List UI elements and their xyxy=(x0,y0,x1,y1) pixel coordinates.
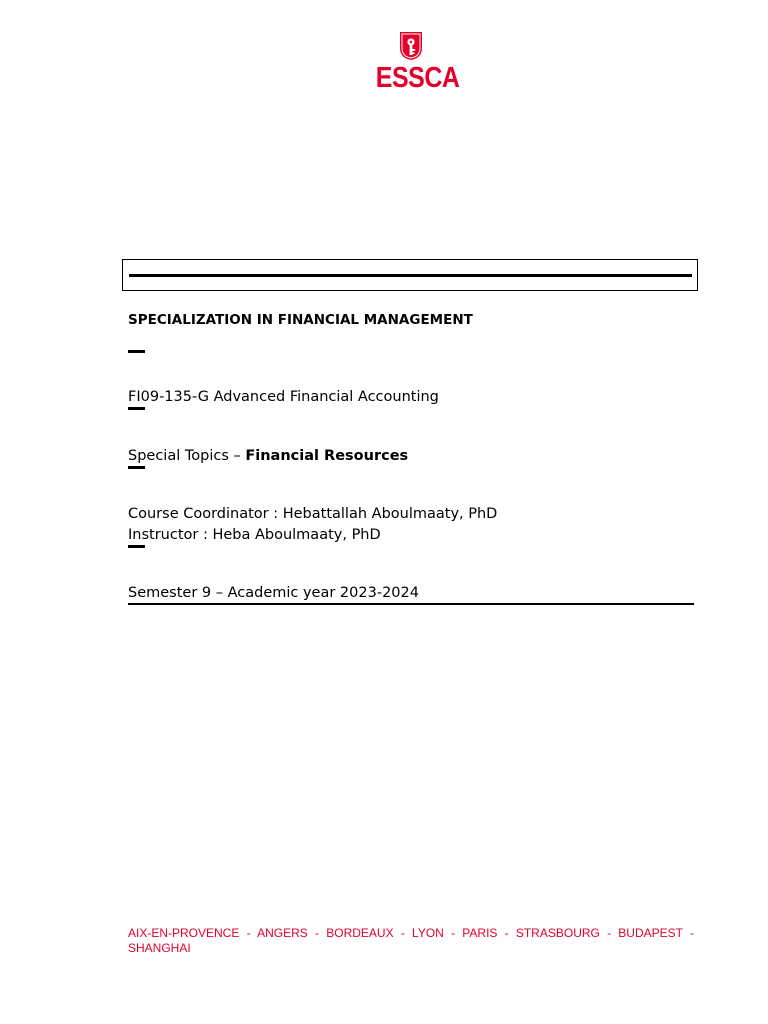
special-topic xyxy=(128,446,408,466)
divider-dash xyxy=(128,466,145,469)
title-frame xyxy=(122,259,698,291)
divider-dash xyxy=(128,545,145,548)
bottom-rule xyxy=(128,603,694,605)
topic-name: Financial Resources xyxy=(245,448,409,464)
key-shield-icon xyxy=(370,30,452,62)
brand-name: ESSCA xyxy=(375,62,460,94)
topic-prefix: Special Topics – xyxy=(128,448,246,464)
divider-dash xyxy=(128,407,145,410)
campus-list: AIX-EN-PROVENCE - ANGERS - BORDEAUX - LYON - PARIS - STRASBOURG - BUDAPEST - SHANGHAI xyxy=(128,926,694,955)
semester-info: Semester 9 – Academic year 2023-2024 xyxy=(128,585,419,601)
divider-dash xyxy=(128,350,145,353)
course-title: FI09-135-G Advanced Financial Accounting xyxy=(128,389,439,405)
essca-logo xyxy=(370,30,460,98)
title-rule xyxy=(129,274,692,277)
instructor: Instructor : Heba Aboulmaaty, PhD xyxy=(128,527,381,543)
course-coordinator: Course Coordinator : Hebattallah Aboulmaaty, PhD xyxy=(128,506,498,522)
program-heading: SPECIALIZATION IN FINANCIAL MANAGEMENT xyxy=(128,312,473,328)
